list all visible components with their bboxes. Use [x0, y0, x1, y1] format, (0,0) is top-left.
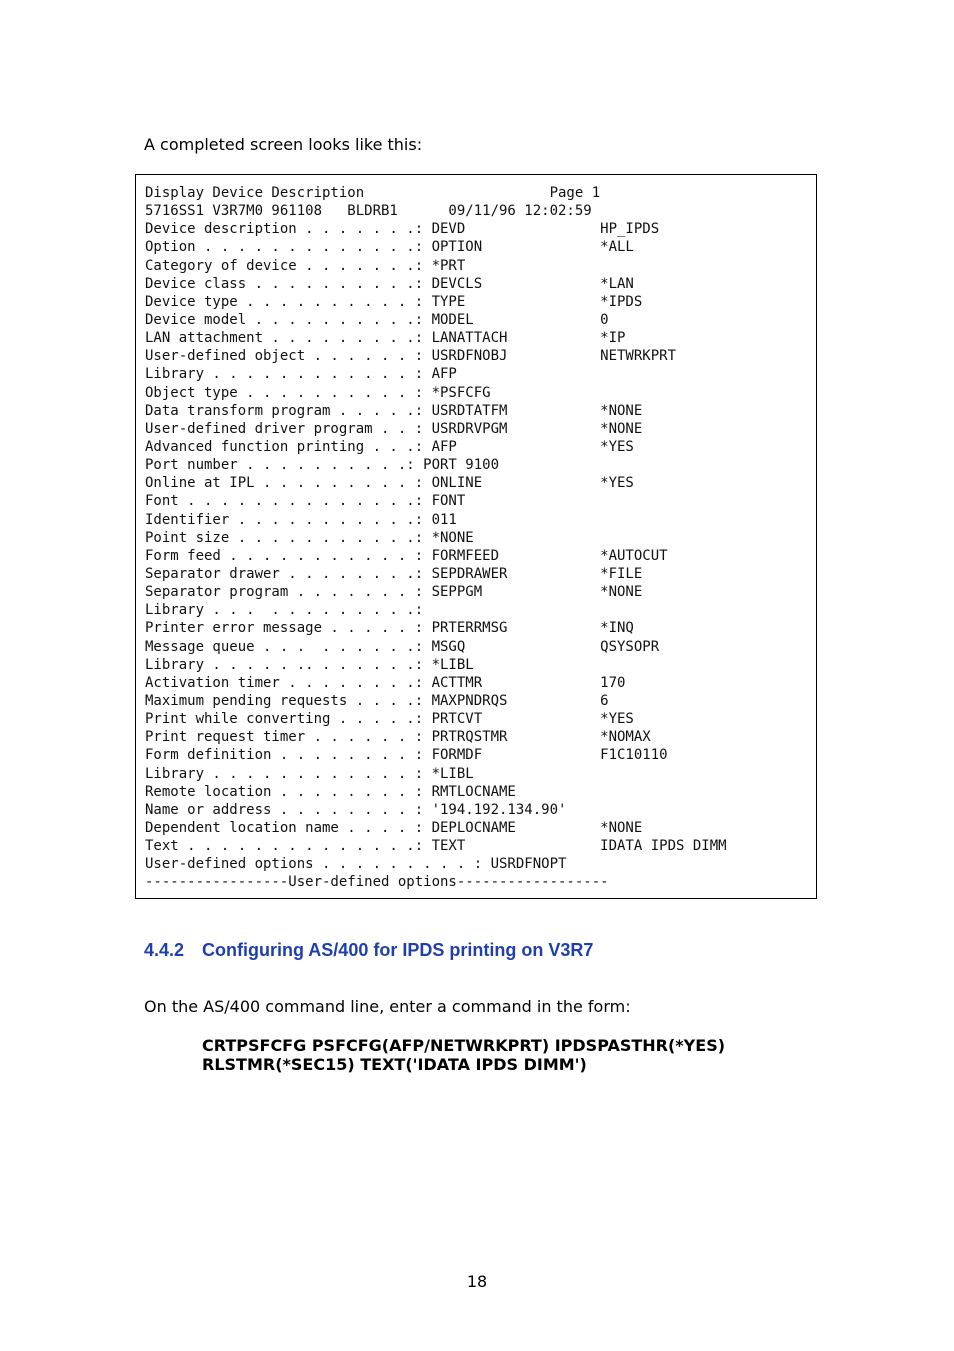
terminal-line: Text . . . . . . . . . . . . . .: TEXT IDATA IPDS DIMM	[145, 838, 727, 855]
terminal-line: Separator program . . . . . . . : SEPPGM *NONE	[145, 584, 643, 601]
terminal-line: Device description . . . . . . .: DEVD HP_IPDS	[145, 221, 660, 238]
intro-text: A completed screen looks like this:	[144, 135, 423, 154]
terminal-line: Message queue . . . . . . . . .: MSGQ QSYSOPR	[145, 638, 660, 655]
terminal-line: Library . . . . . . . . . . . .:	[145, 602, 424, 619]
terminal-line: Object type . . . . . . . . . . : *PSFCFG	[145, 384, 491, 401]
terminal-line: Identifier . . . . . . . . . . .: 011	[145, 511, 457, 528]
terminal-line: Print while converting . . . . .: PRTCVT *YES	[145, 711, 634, 728]
command-example	[202, 1036, 725, 1074]
section-title: Configuring AS/400 for IPDS printing on V3R7	[202, 940, 594, 960]
terminal-line: User-defined driver program . . : USRDRVPGM *NONE	[145, 420, 643, 437]
terminal-line: User-defined object . . . . . . : USRDFNOBJ NETWRKPRT	[145, 348, 677, 365]
terminal-line: Option . . . . . . . . . . . . .: OPTION *ALL	[145, 239, 634, 256]
terminal-screen-lines	[145, 184, 727, 891]
terminal-line: Maximum pending requests . . . .: MAXPNDRQS 6	[145, 692, 609, 709]
terminal-line: Name or address . . . . . . . . : '194.192.134.90'	[145, 801, 567, 818]
body-paragraph: On the AS/400 command line, enter a command in the form:	[144, 997, 631, 1016]
terminal-line: User-defined options . . . . . . . . . : USRDFNOPT	[145, 856, 567, 873]
terminal-line: Device type . . . . . . . . . . : TYPE *IPDS	[145, 293, 643, 310]
terminal-line: Device model . . . . . . . . . .: MODEL 0	[145, 311, 609, 328]
terminal-line: Form feed . . . . . . . . . . . : FORMFEED *AUTOCUT	[145, 547, 668, 564]
terminal-line: Remote location . . . . . . . . : RMTLOCNAME	[145, 783, 516, 800]
terminal-line: Library . . . . . . . . . . . . : *LIBL	[145, 765, 474, 782]
terminal-line: Printer error message . . . . . : PRTERRMSG *INQ	[145, 620, 634, 637]
section-number: 4.4.2	[144, 940, 185, 960]
terminal-line: Print request timer . . . . . . : PRTRQSTMR *NOMAX	[145, 729, 651, 746]
terminal-line: Category of device . . . . . . .: *PRT	[145, 257, 466, 274]
terminal-line: -----------------User-defined options------------------	[145, 874, 609, 891]
terminal-line: 5716SS1 V3R7M0 961108 BLDRB1 09/11/96 12:02:59	[145, 203, 592, 220]
command-line: CRTPSFCFG PSFCFG(AFP/NETWRKPRT) IPDSPASTHR(*YES)	[202, 1036, 726, 1055]
terminal-line: Library . . . . . . . . . . . . : AFP	[145, 366, 457, 383]
terminal-line: Library . . . . . .. . . . . . .: *LIBL	[145, 656, 474, 673]
terminal-line: LAN attachment . . . . . . . . .: LANATTACH *IP	[145, 330, 626, 347]
terminal-line: Advanced function printing . . .: AFP *YES	[145, 438, 634, 455]
terminal-line: Form definition . . . . . . . . : FORMDF F1C10110	[145, 747, 668, 764]
terminal-line: Display Device Description Page 1	[145, 185, 601, 201]
terminal-screen-box	[135, 174, 817, 899]
terminal-line: Online at IPL . . . . . . . . . : ONLINE *YES	[145, 475, 634, 492]
page-number: 18	[466, 1272, 488, 1291]
command-line: RLSTMR(*SEC15) TEXT('IDATA IPDS DIMM')	[202, 1055, 587, 1074]
terminal-line: Device class . . . . . . . . . .: DEVCLS *LAN	[145, 275, 634, 292]
terminal-line: Activation timer . . . . . . . .: ACTTMR 170	[145, 674, 626, 691]
terminal-line: Dependent location name . . . . : DEPLOCNAME *NONE	[145, 819, 643, 836]
terminal-line: Point size . . . . . . . . . . .: *NONE	[145, 529, 474, 546]
terminal-line: Font . . . . . . . . . . . . . .: FONT	[145, 493, 466, 510]
section-heading	[144, 939, 593, 961]
terminal-line: Data transform program . . . . .: USRDTATFM *NONE	[145, 402, 643, 419]
terminal-line: Port number . . . . . . . . . .: PORT 9100	[145, 457, 500, 474]
terminal-line: Separator drawer . . . . . . . .: SEPDRAWER *FILE	[145, 565, 643, 582]
